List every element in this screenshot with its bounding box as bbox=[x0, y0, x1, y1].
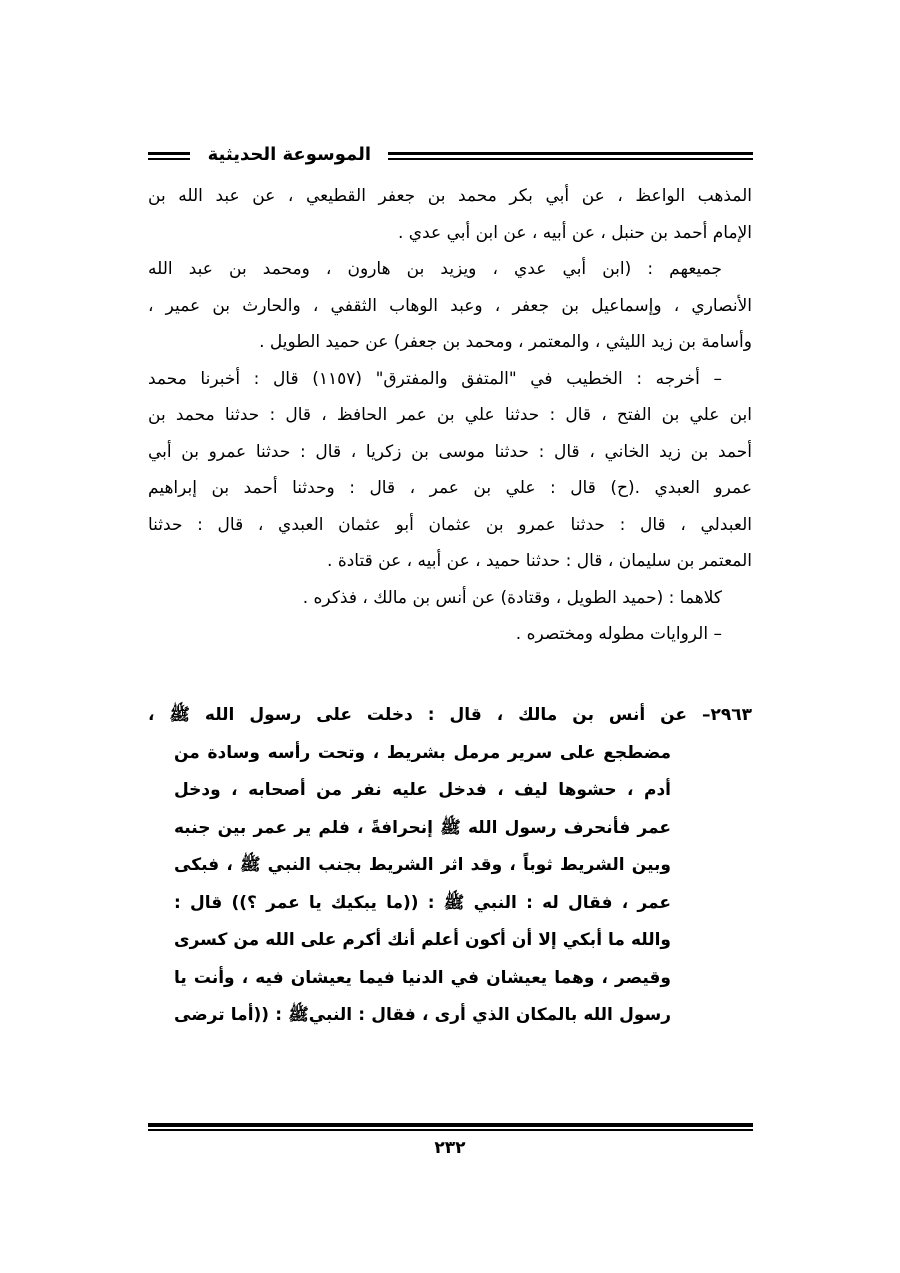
text-line: جميعهم : (ابن أبي عدي ، ويزيد بن هارون ، ومحمد بن عبد الله bbox=[148, 259, 722, 279]
hadith-line: أدم ، حشوها ليف ، فدخل عليه نفر من أصحابه ، ودخل bbox=[174, 780, 671, 800]
hadith-line: عمر فأنحرف رسول الله ﷺ إنحرافةً ، فلم ير عمر بين جنبه bbox=[174, 817, 671, 838]
paragraph-2 bbox=[148, 251, 752, 361]
body-text bbox=[148, 178, 752, 653]
paragraph-3 bbox=[148, 361, 752, 580]
header-rule-right bbox=[388, 152, 753, 160]
text-line: – الروايات مطوله ومختصره . bbox=[515, 624, 722, 644]
paragraph-5 bbox=[148, 616, 752, 653]
text-line: المعتمر بن سليمان ، قال : حدثنا حميد ، عن أبيه ، عن قتادة . bbox=[327, 551, 752, 571]
hadith-line: رسول الله بالمكان الذي أرى ، فقال : النبيﷺ : ((أما ترضى bbox=[174, 1005, 671, 1025]
text-line: – أخرجه : الخطيب في "المتفق والمفترق" (١١٥٧) قال : أخبرنا محمد bbox=[148, 368, 722, 389]
hadith-line: عمر ، فقال له : النبي ﷺ : ((ما يبكيك يا عمر ؟)) قال : bbox=[174, 892, 671, 913]
hadith-entry bbox=[148, 697, 752, 1035]
hadith-line: وقيصر ، وهما يعيشان في الدنيا فيما يعيشان فيه ، وأنت يا bbox=[174, 967, 671, 988]
text-line: وأسامة بن زيد الليثي ، والمعتمر ، ومحمد بن جعفر) عن حميد الطويل . bbox=[259, 332, 752, 352]
text-line: عمرو العبدي .(ح) قال : علي بن عمر ، قال : وحدثنا أحمد بن إبراهيم bbox=[148, 478, 752, 498]
header-rule-left bbox=[148, 152, 190, 160]
page-header bbox=[148, 138, 753, 174]
running-title: الموسوعة الحديثية bbox=[207, 144, 371, 165]
text-line: الإمام أحمد بن حنبل ، عن أبيه ، عن ابن أبي عدي . bbox=[397, 222, 752, 243]
text-line: كلاهما : (حميد الطويل ، وقتادة) عن أنس بن مالك ، فذكره . bbox=[302, 587, 722, 608]
footer-rule bbox=[148, 1123, 753, 1131]
paragraph-4 bbox=[148, 580, 752, 617]
paragraph-1 bbox=[148, 178, 752, 251]
text-line: المذهب الواعظ ، عن أبي بكر محمد بن جعفر القطيعي ، عن عبد الله بن bbox=[148, 186, 752, 206]
text-line: أحمد بن زيد الخاني ، قال : حدثنا موسى بن زكريا ، قال : حدثنا عمرو بن أبي bbox=[148, 441, 752, 462]
text-line: العبدلي ، قال : حدثنا عمرو بن عثمان أبو عثمان العبدي ، قال : حدثنا bbox=[148, 514, 752, 535]
page-number: ٢٣٢ bbox=[434, 1138, 466, 1158]
hadith-line: ٢٩٦٣– عن أنس بن مالك ، قال : دخلت على رسول الله ﷺ ، bbox=[148, 705, 752, 725]
hadith-line: مضطجع على سرير مرمل بشريط ، وتحت رأسه وسادة من bbox=[174, 742, 671, 763]
hadith-line: والله ما أبكي إلا أن أكون أعلم أنك أكرم على الله من كسرى bbox=[174, 930, 671, 950]
text-line: ابن علي بن الفتح ، قال : حدثنا علي بن عمر الحافظ ، قال : حدثنا محمد بن bbox=[148, 405, 752, 425]
hadith-line: وبين الشريط ثوباً ، وقد اثر الشريط بجنب النبي ﷺ ، فبكى bbox=[174, 855, 671, 875]
text-line: الأنصاري ، وإسماعيل بن جعفر ، وعبد الوهاب الثقفي ، والحارث بن عمير ، bbox=[148, 295, 752, 316]
